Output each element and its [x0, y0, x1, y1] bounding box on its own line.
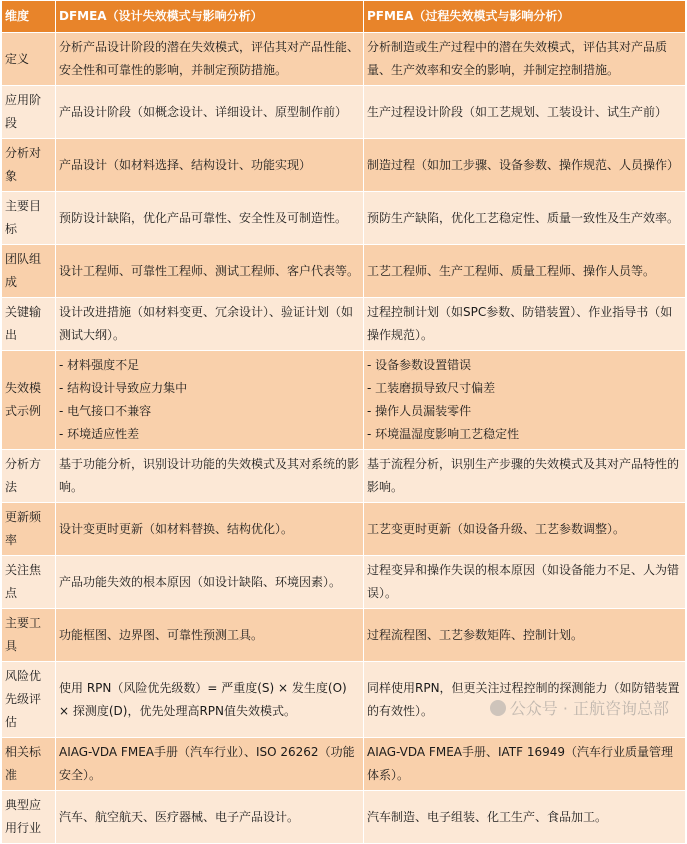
- header-dfmea: DFMEA（设计失效模式与影响分析）: [56, 1, 364, 33]
- dfmea-cell: 基于功能分析，识别设计功能的失效模式及其对系统的影响。: [56, 450, 364, 503]
- fmea-comparison-table: [1, 0, 686, 844]
- table-row: [2, 351, 686, 450]
- dfmea-cell: 预防设计缺陷，优化产品可靠性、安全性及可制造性。: [56, 192, 364, 245]
- row-label: 更新频率: [2, 503, 56, 556]
- row-label: 失效模式示例: [2, 351, 56, 450]
- dfmea-cell: 产品设计阶段（如概念设计、详细设计、原型制作前）: [56, 86, 364, 139]
- row-label: 相关标准: [2, 738, 56, 791]
- list-item: - 结构设计导致应力集中: [59, 381, 188, 395]
- pfmea-cell: 过程控制计划（如SPC参数、防错装置）、作业指导书（如操作规范）。: [364, 298, 686, 351]
- table-row: [2, 245, 686, 298]
- pfmea-cell: AIAG-VDA FMEA手册、IATF 16949（汽车行业质量管理体系）。: [364, 738, 686, 791]
- row-label: 分析对象: [2, 139, 56, 192]
- table-row: [2, 192, 686, 245]
- row-label: 应用阶段: [2, 86, 56, 139]
- row-label: 团队组成: [2, 245, 56, 298]
- row-label: 风险优先级评估: [2, 662, 56, 738]
- pfmea-cell: 汽车制造、电子组装、化工生产、食品加工。: [364, 791, 686, 844]
- dfmea-cell: 设计变更时更新（如材料替换、结构优化）。: [56, 503, 364, 556]
- row-label: 关键输出: [2, 298, 56, 351]
- table-header: [2, 1, 686, 33]
- pfmea-cell: 同样使用RPN，但更关注过程控制的探测能力（如防错装置的有效性）。: [364, 662, 686, 738]
- list-item: - 工装磨损导致尺寸偏差: [367, 381, 496, 395]
- dfmea-cell: 功能框图、边界图、可靠性预测工具。: [56, 609, 364, 662]
- row-label: 分析方法: [2, 450, 56, 503]
- watermark-text: 公众号 · 正航咨询总部: [509, 699, 669, 718]
- table-row: [2, 662, 686, 738]
- pfmea-cell: 基于流程分析，识别生产步骤的失效模式及其对产品特性的影响。: [364, 450, 686, 503]
- pfmea-cell: 预防生产缺陷，优化工艺稳定性、质量一致性及生产效率。: [364, 192, 686, 245]
- dfmea-cell: 设计改进措施（如材料变更、冗余设计）、验证计划（如测试大纲）。: [56, 298, 364, 351]
- list-item: - 环境温湿度影响工艺稳定性: [367, 427, 520, 441]
- list-item: - 操作人员漏装零件: [367, 404, 472, 418]
- row-label: 定义: [2, 33, 56, 86]
- table-row: [2, 503, 686, 556]
- table-row: [2, 556, 686, 609]
- pfmea-cell: 工艺工程师、生产工程师、质量工程师、操作人员等。: [364, 245, 686, 298]
- table-row: [2, 86, 686, 139]
- table-row: [2, 450, 686, 503]
- list-item: - 设备参数设置错误: [367, 358, 472, 372]
- pfmea-cell: 制造过程（如加工步骤、设备参数、操作规范、人员操作）: [364, 139, 686, 192]
- dfmea-cell: 汽车、航空航天、医疗器械、电子产品设计。: [56, 791, 364, 844]
- header-row: [2, 1, 686, 33]
- list-item: - 电气接口不兼容: [59, 404, 152, 418]
- pfmea-cell: [364, 351, 686, 450]
- row-label: 关注焦点: [2, 556, 56, 609]
- pfmea-cell: 过程变异和操作失误的根本原因（如设备能力不足、人为错误）。: [364, 556, 686, 609]
- dfmea-cell: AIAG-VDA FMEA手册（汽车行业）、ISO 26262（功能安全）。: [56, 738, 364, 791]
- list-item: - 材料强度不足: [59, 358, 140, 372]
- dfmea-cell: 设计工程师、可靠性工程师、测试工程师、客户代表等。: [56, 245, 364, 298]
- list-item: - 环境适应性差: [59, 427, 140, 441]
- dfmea-cell: 产品功能失效的根本原因（如设计缺陷、环境因素）。: [56, 556, 364, 609]
- pfmea-cell: 生产过程设计阶段（如工艺规划、工装设计、试生产前）: [364, 86, 686, 139]
- table-row: [2, 791, 686, 844]
- pfmea-cell: 分析制造或生产过程中的潜在失效模式，评估其对产品质量、生产效率和安全的影响，并制定控制措施。: [364, 33, 686, 86]
- row-label: 主要目标: [2, 192, 56, 245]
- row-label: 典型应用行业: [2, 791, 56, 844]
- dfmea-cell: [56, 351, 364, 450]
- table-row: [2, 33, 686, 86]
- pfmea-cell: 过程流程图、工艺参数矩阵、控制计划。: [364, 609, 686, 662]
- table-body: [2, 33, 686, 844]
- pfmea-cell: 工艺变更时更新（如设备升级、工艺参数调整）。: [364, 503, 686, 556]
- dfmea-cell: 产品设计（如材料选择、结构设计、功能实现）: [56, 139, 364, 192]
- table-row: [2, 298, 686, 351]
- dfmea-cell: 分析产品设计阶段的潜在失效模式，评估其对产品性能、安全性和可靠性的影响，并制定预防措施。: [56, 33, 364, 86]
- table-row: [2, 738, 686, 791]
- dfmea-cell: 使用 RPN（风险优先级数）= 严重度(S) × 发生度(O) × 探测度(D)，优先处理高RPN值失效模式。: [56, 662, 364, 738]
- table-row: [2, 139, 686, 192]
- table-row: [2, 609, 686, 662]
- header-pfmea: PFMEA（过程失效模式与影响分析）: [364, 1, 686, 33]
- header-dimension: 维度: [2, 1, 56, 33]
- row-label: 主要工具: [2, 609, 56, 662]
